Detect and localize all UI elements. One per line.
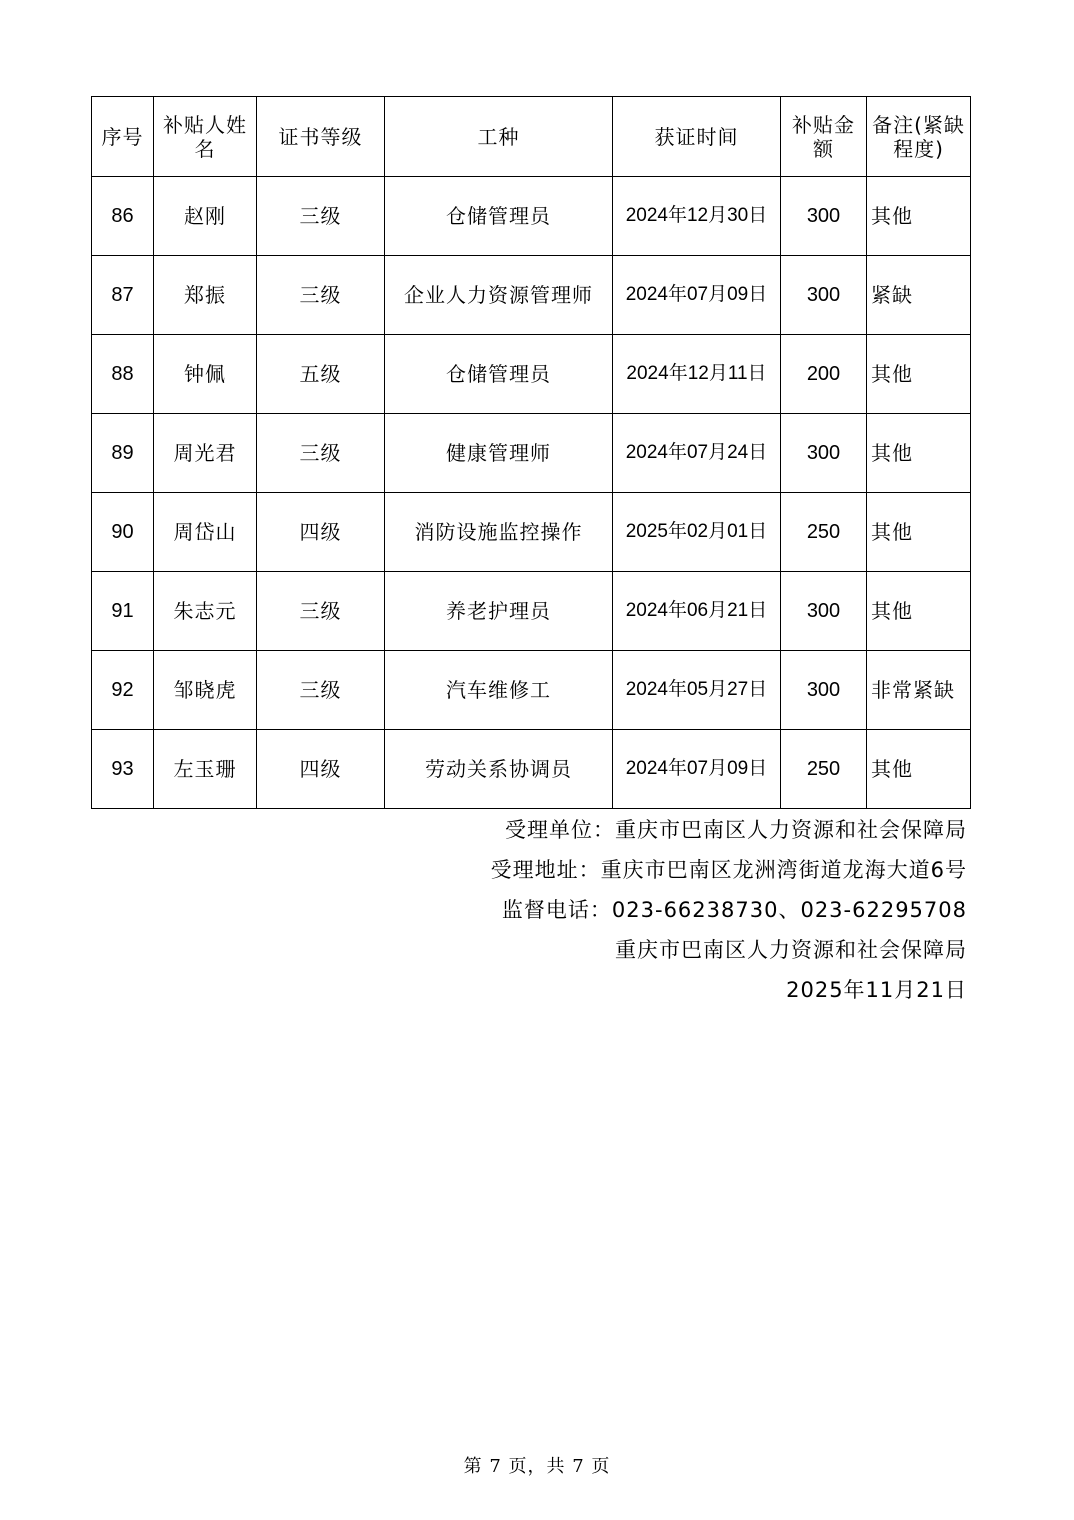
cell-amount: 300	[781, 256, 867, 335]
cell-note: 紧缺	[867, 256, 971, 335]
cell-note: 其他	[867, 335, 971, 414]
header-index: 序号	[92, 97, 154, 177]
cell-job: 企业人力资源管理师	[385, 256, 613, 335]
cell-name: 郑振	[154, 256, 257, 335]
cell-level: 四级	[257, 730, 385, 809]
cell-date: 2024年05月27日	[613, 651, 781, 730]
cell-name: 朱志元	[154, 572, 257, 651]
cell-index: 91	[92, 572, 154, 651]
footer-phone: 监督电话：023-66238730、023-62295708	[501, 898, 967, 922]
cell-date: 2024年07月09日	[613, 730, 781, 809]
table-row	[92, 335, 971, 414]
cell-job: 养老护理员	[385, 572, 613, 651]
header-amount: 补贴金额	[781, 97, 867, 177]
table-row	[92, 256, 971, 335]
cell-job: 汽车维修工	[385, 651, 613, 730]
cell-amount: 300	[781, 572, 867, 651]
cell-job: 仓储管理员	[385, 335, 613, 414]
footer-address: 受理地址：重庆市巴南区龙洲湾街道龙海大道6号	[490, 858, 967, 882]
cell-level: 三级	[257, 651, 385, 730]
cell-date: 2024年07月09日	[613, 256, 781, 335]
cell-index: 88	[92, 335, 154, 414]
cell-level: 四级	[257, 493, 385, 572]
table-row	[92, 572, 971, 651]
header-job: 工种	[385, 97, 613, 177]
table-row	[92, 177, 971, 256]
header-date: 获证时间	[613, 97, 781, 177]
subsidy-table	[91, 96, 971, 809]
cell-note: 其他	[867, 493, 971, 572]
cell-amount: 250	[781, 493, 867, 572]
cell-index: 89	[92, 414, 154, 493]
table-row	[92, 493, 971, 572]
cell-note: 其他	[867, 414, 971, 493]
cell-index: 93	[92, 730, 154, 809]
cell-amount: 300	[781, 651, 867, 730]
cell-job: 健康管理师	[385, 414, 613, 493]
cell-job: 劳动关系协调员	[385, 730, 613, 809]
header-note: 备注(紧缺程度)	[867, 97, 971, 177]
cell-index: 86	[92, 177, 154, 256]
cell-index: 90	[92, 493, 154, 572]
footer-info	[491, 810, 967, 1010]
cell-level: 三级	[257, 177, 385, 256]
cell-amount: 200	[781, 335, 867, 414]
cell-date: 2024年12月30日	[613, 177, 781, 256]
cell-level: 三级	[257, 256, 385, 335]
cell-job: 仓储管理员	[385, 177, 613, 256]
cell-level: 三级	[257, 414, 385, 493]
table-header-row	[92, 97, 971, 177]
cell-name: 周光君	[154, 414, 257, 493]
cell-date: 2025年02月01日	[613, 493, 781, 572]
cell-amount: 250	[781, 730, 867, 809]
cell-note: 其他	[867, 572, 971, 651]
footer-date: 2025年11月21日	[786, 978, 967, 1002]
cell-name: 左玉珊	[154, 730, 257, 809]
cell-note: 非常紧缺	[867, 651, 971, 730]
page-number: 第 7 页，共 7 页	[463, 1456, 611, 1477]
footer-unit: 受理单位：重庆市巴南区人力资源和社会保障局	[505, 818, 967, 842]
cell-name: 赵刚	[154, 177, 257, 256]
footer-issuer: 重庆市巴南区人力资源和社会保障局	[615, 938, 967, 962]
cell-job: 消防设施监控操作	[385, 493, 613, 572]
table-row	[92, 651, 971, 730]
cell-name: 周岱山	[154, 493, 257, 572]
table-row	[92, 730, 971, 809]
cell-name: 钟佩	[154, 335, 257, 414]
table-row	[92, 414, 971, 493]
header-name: 补贴人姓名	[154, 97, 257, 177]
cell-note: 其他	[867, 177, 971, 256]
cell-date: 2024年12月11日	[613, 335, 781, 414]
cell-amount: 300	[781, 177, 867, 256]
cell-date: 2024年06月21日	[613, 572, 781, 651]
cell-index: 92	[92, 651, 154, 730]
cell-level: 五级	[257, 335, 385, 414]
cell-name: 邹晓虎	[154, 651, 257, 730]
cell-amount: 300	[781, 414, 867, 493]
cell-index: 87	[92, 256, 154, 335]
cell-note: 其他	[867, 730, 971, 809]
cell-level: 三级	[257, 572, 385, 651]
header-level: 证书等级	[257, 97, 385, 177]
cell-date: 2024年07月24日	[613, 414, 781, 493]
